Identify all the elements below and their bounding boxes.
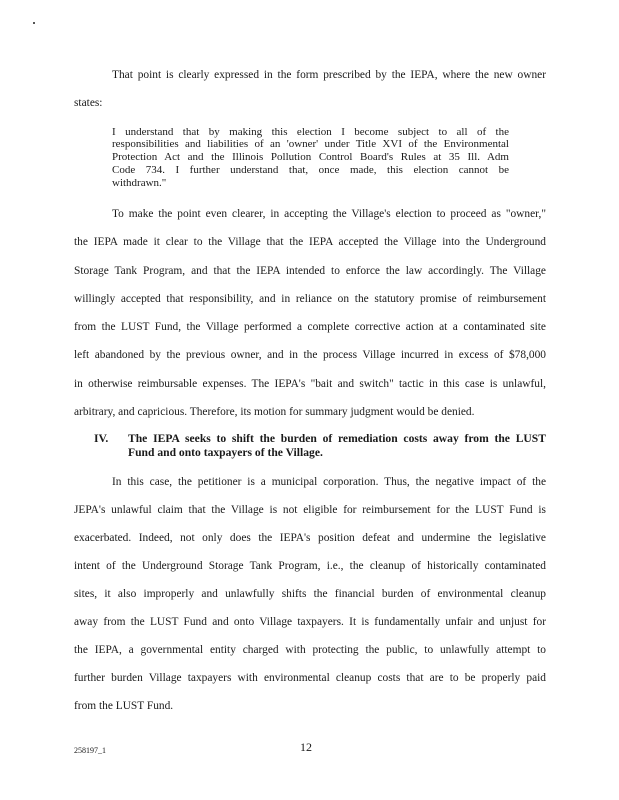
paragraph-3-line: from the LUST Fund.: [74, 700, 174, 712]
section-heading-line: Fund and onto taxpayers of the Village.: [128, 446, 323, 459]
paragraph-2-line: Storage Tank Program, and that the IEPA intended to enforce the law accordingly. The Village: [74, 265, 546, 277]
paragraph-3-line: the IEPA, a governmental entity charged with protecting the public, to unlawfully attempt to: [74, 644, 546, 656]
block-quote-line: Code 734. I further understand that, once made, this election cannot be: [112, 164, 509, 176]
page-number: 12: [300, 740, 312, 754]
section-heading-line: The IEPA seeks to shift the burden of remediation costs away from the LUST: [128, 432, 546, 445]
paragraph-3-line: exacerbated. Indeed, not only does the IEPA's position defeat and undermine the legislative: [74, 532, 546, 544]
paragraph-2-line: in otherwise reimbursable expenses. The IEPA's "bait and switch" tactic in this case is unlawful,: [74, 378, 546, 390]
footer-document-id: 258197_1: [74, 746, 106, 755]
paragraph-3-line: sites, it also improperly and unlawfully shifts the financial burden of environmental cleanup: [74, 588, 546, 600]
block-quote-line: Protection Act and the Illinois Pollution Control Board's Rules at 35 Ill. Adm: [112, 151, 509, 163]
paragraph-2-line: To make the point even clearer, in accepting the Village's election to proceed as "owner,": [112, 208, 546, 220]
paragraph-3-line: intent of the Underground Storage Tank Program, i.e., the cleanup of historically contaminated: [74, 560, 546, 572]
paragraph-2-line: arbitrary, and capricious. Therefore, its motion for summary judgment would be denied.: [74, 406, 475, 418]
section-heading-number: IV.: [94, 432, 109, 445]
block-quote-line: responsibilities and liabilities of an 'owner' under Title XVI of the Environmental: [112, 138, 509, 150]
paragraph-1-line: That point is clearly expressed in the form prescribed by the IEPA, where the new owner: [112, 69, 546, 81]
block-quote-line: I understand that by making this election I become subject to all of the: [112, 126, 509, 138]
paragraph-2-line: the IEPA made it clear to the Village that the IEPA accepted the Village into the Underground: [74, 236, 546, 248]
paragraph-1-line: states:: [74, 97, 103, 109]
paragraph-2-line: willingly accepted that responsibility, and in reliance on the statutory promise of reimbursement: [74, 293, 546, 305]
block-quote-line: withdrawn.": [112, 177, 167, 189]
paragraph-3-line: away from the LUST Fund and onto Village taxpayers. It is fundamentally unfair and unjust for: [74, 616, 546, 628]
scan-speck: [33, 22, 35, 24]
paragraph-2-line: left abandoned by the previous owner, and in the process Village incurred in excess of $78,000: [74, 349, 546, 361]
paragraph-2-line: from the LUST Fund, the Village performed a complete corrective action at a contaminated site: [74, 321, 546, 333]
paragraph-3-line: In this case, the petitioner is a municipal corporation. Thus, the negative impact of the: [112, 476, 546, 488]
paragraph-3-line: JEPA's unlawful claim that the Village is not eligible for reimbursement for the LUST Fund is: [74, 504, 546, 516]
paragraph-3-line: further burden Village taxpayers with environmental cleanup costs that are to be properly paid: [74, 672, 546, 684]
